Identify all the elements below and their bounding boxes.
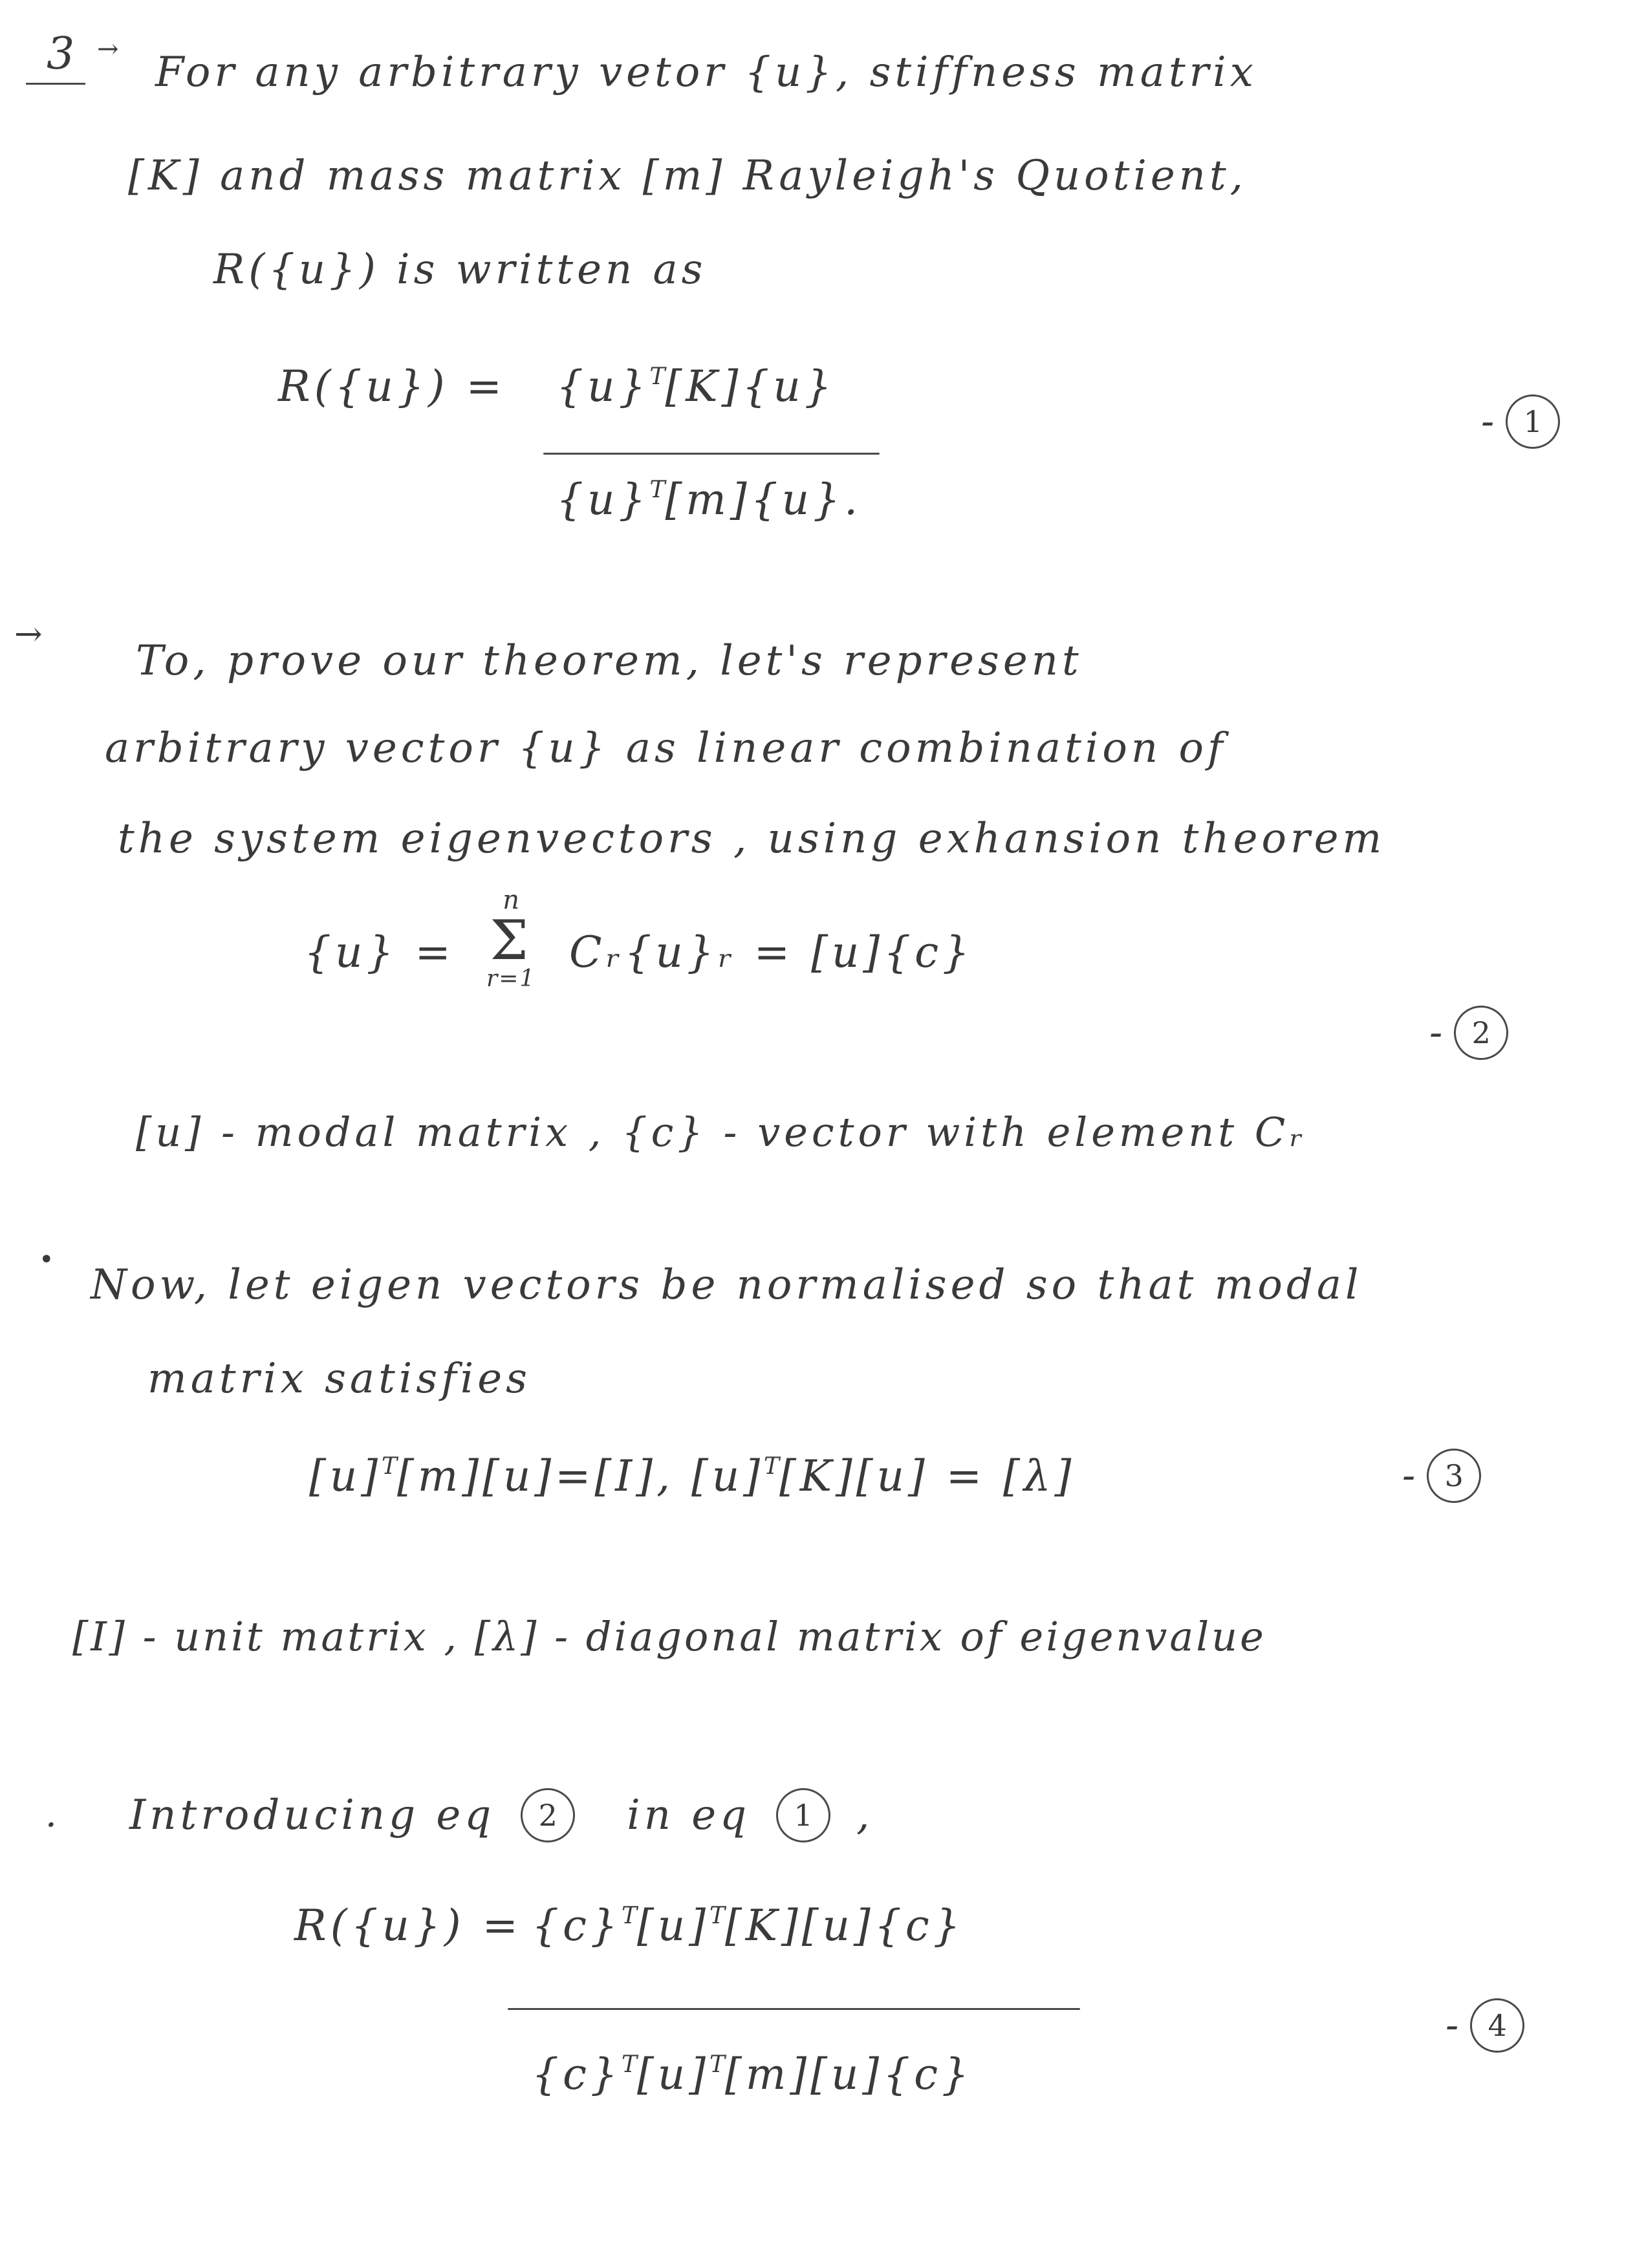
normalise-line-2: matrix satisfies: [147, 1355, 531, 1403]
eq3-ref-number: 3: [1427, 1449, 1481, 1503]
eq1-num-transpose: T: [649, 363, 666, 390]
eq2-lhs: {u} =: [304, 927, 455, 977]
eq3-ref-dash: -: [1402, 1453, 1420, 1498]
eq1-numerator: [556, 362, 836, 411]
eq3-modal-a: [u]: [309, 1451, 382, 1501]
eq1-ref-number: 1: [1506, 394, 1560, 449]
eq2-summation: [486, 887, 536, 991]
eq1-ref: [1481, 394, 1560, 449]
eq2-ref-number: 2: [1454, 1006, 1508, 1060]
introducing-ref-1: 1: [776, 1788, 830, 1842]
eq3: [309, 1451, 1076, 1501]
eq4-ref-number: 4: [1470, 1998, 1524, 2053]
bullet-normalise: •: [39, 1245, 58, 1275]
eq3-transpose-a: T: [382, 1453, 398, 1480]
eq4-num-rest: [K][u]{c}: [725, 1901, 964, 1950]
bullet-introducing: ·: [45, 1804, 61, 1846]
problem-number: 3: [47, 28, 79, 80]
introducing-ref-2: 2: [521, 1788, 575, 1842]
eq4-num-modal: [u]: [636, 1901, 709, 1950]
introducing-line: [129, 1788, 873, 1842]
problem-marker: →: [97, 34, 123, 64]
problem-number-underline: [26, 83, 85, 85]
eq4-num-c: {c}: [532, 1901, 622, 1950]
intro-line-2: [K] and mass matrix [m] Rayleigh's Quotient,: [128, 152, 1247, 200]
introducing-in-eq: in eq: [627, 1791, 751, 1839]
eq2-ref-dash: -: [1429, 1010, 1447, 1055]
eq4-den-c: {c}: [532, 2049, 622, 2099]
eq1-num-rest: [K]{u}: [665, 362, 836, 411]
eq4-ref: [1446, 1998, 1524, 2053]
eq1-denominator: [556, 475, 862, 524]
eq2-sum-lower-limit: r=1: [486, 966, 536, 992]
eq4-lhs: R({u}) =: [294, 1901, 522, 1950]
eq4-num-transpose-2: T: [709, 1903, 725, 1929]
eq1-lhs: R({u}) =: [278, 362, 506, 411]
normalise-line-1: Now, let eigen vectors be normalised so that modal: [91, 1261, 1363, 1309]
eq3-ref: [1402, 1449, 1481, 1503]
eq4-den-transpose-2: T: [709, 2051, 725, 2078]
eq4-ref-dash: -: [1446, 2003, 1463, 2048]
definition-unit-matrix: [I] - unit matrix , [λ] - diagonal matrix of eigenvalue: [72, 1613, 1266, 1660]
eq1-num-vector: {u}: [556, 362, 650, 411]
eq4-numerator: [532, 1901, 964, 1950]
eq2-body: Cᵣ{u}ᵣ = [u]{c}: [569, 927, 974, 977]
eq4-num-transpose-1: T: [621, 1903, 637, 1929]
sigma-icon: Σ: [490, 909, 532, 972]
proof-marker: →: [14, 615, 47, 654]
eq4-den-transpose-1: T: [621, 2051, 637, 2078]
eq1-den-transpose: T: [649, 477, 666, 503]
eq4-den-rest: [m][u]{c}: [725, 2049, 973, 2099]
definition-modal-matrix: [u] - modal matrix , {c} - vector with element Cᵣ: [136, 1108, 1307, 1156]
introducing-text: Introducing eq: [129, 1791, 495, 1839]
intro-line-3: R({u}) is written as: [213, 246, 707, 294]
eq2-ref: [1429, 1006, 1508, 1060]
eq1-fraction-bar: [543, 453, 880, 455]
eq4-den-modal: [u]: [636, 2049, 709, 2099]
eq3-transpose-b: T: [763, 1453, 779, 1480]
eq1-den-rest: [m]{u}.: [665, 475, 862, 524]
proof-line-3: the system eigenvectors , using exhansion theorem: [118, 815, 1386, 863]
introducing-comma: ,: [856, 1791, 874, 1839]
eq1-den-vector: {u}: [556, 475, 650, 524]
eq4-fraction-bar: [508, 2008, 1080, 2010]
intro-line-1: For any arbitrary vetor {u}, stiffness matrix: [155, 49, 1257, 96]
eq3-mass-condition: [m][u]=[I], [u]: [397, 1451, 764, 1501]
eq2-sum-upper-limit: n: [503, 885, 520, 915]
eq3-stiffness-condition: [K][u] = [λ]: [779, 1451, 1076, 1501]
eq4-denominator: [532, 2049, 973, 2099]
eq1-ref-dash: -: [1481, 399, 1499, 444]
proof-line-1: To, prove our theorem, let's represent: [136, 637, 1083, 685]
proof-line-2: arbitrary vector {u} as linear combination of: [105, 724, 1227, 772]
